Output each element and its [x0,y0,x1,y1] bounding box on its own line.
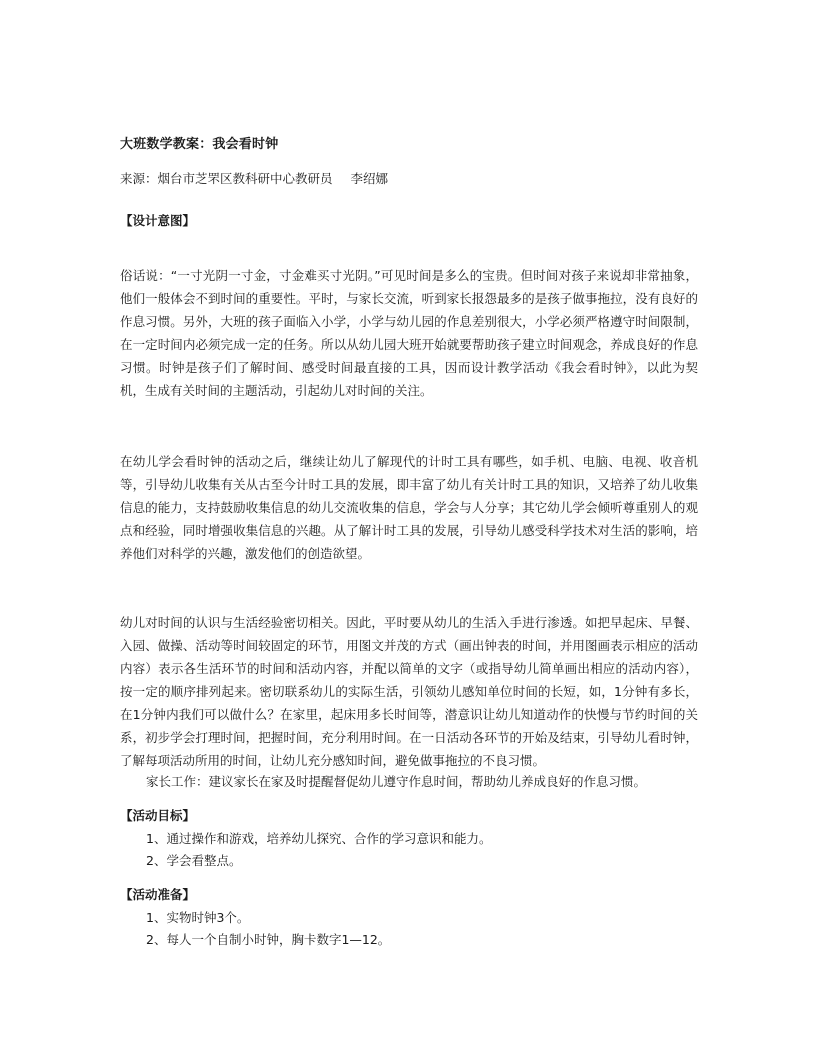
goal-item-1: 1、通过操作和游戏，培养幼儿探究、合作的学习意识和能力。 [146,831,492,846]
prep-item-1: 1、实物时钟3个。 [146,910,250,925]
heading-activity-prep: 【活动准备】 [120,887,196,902]
source-author: 李绍娜 [350,171,389,186]
paragraph-design-3: 幼儿对时间的认识与生活经验密切相关。因此，平时要从幼儿的生活入手进行渗透。如把早起床、早餐、入园、做操、活动等时间较固定的环节，用图文并茂的方式（画出钟表的时间，并用图画表示相应的活动内容）表示各生活环节的时间和活动内容，并配以简单的文字（或指导幼儿简单画出相应的活动内容），按一定的顺序排列起来。密切联系幼儿的实际生活，引领幼儿感知单位时间的长短，如，1分钟有多长，在1分钟内我们可以做什么？在家里，起床用多长时间等，潜意识让幼儿知道动作的快慢与节约时间的关系，初步学会打理时间，把握时间，充分利用时间。在一日活动各环节的开始及结束，引导幼儿看时钟，了解每项活动所用的时间，让幼儿充分感知时间，避免做事拖拉的不良习惯。 [120,615,698,768]
parent-work-line: 家长工作：建议家长在家及时提醒督促幼儿遵守作息时间，帮助幼儿养成良好的作息习惯。 [146,774,647,789]
prep-item-2: 2、每人一个自制小时钟，胸卡数字1—12。 [146,932,391,947]
source-label: 来源：烟台市芝罘区教科研中心教研员 [120,171,333,186]
paragraph-design-1: 俗话说：“一寸光阴一寸金，寸金难买寸光阴。”可见时间是多么的宝贵。但时间对孩子来说却非常抽象，他们一般体会不到时间的重要性。平时，与家长交流，听到家长报怨最多的是孩子做事拖拉，没有良好的作息习惯。另外，大班的孩子面临入小学，小学与幼儿园的作息差别很大，小学必须严格遵守时间限制，在一定时间内必须完成一定的任务。所以从幼儿园大班开始就要帮助孩子建立时间观念，养成良好的作息习惯。时钟是孩子们了解时间、感受时间最直接的工具，因而设计教学活动《我会看时钟》，以此为契机，生成有关时间的主题活动，引起幼儿对时间的关注。 [120,268,698,398]
goal-item-2: 2、学会看整点。 [146,853,242,868]
source-line [120,169,388,187]
heading-activity-goals: 【活动目标】 [120,808,196,823]
paragraph-design-2: 在幼儿学会看时钟的活动之后，继续让幼儿了解现代的计时工具有哪些，如手机、电脑、电视、收音机等，引导幼儿收集有关从古至今计时工具的发展，即丰富了幼儿有关计时工具的知识，又培养了幼儿收集信息的能力，支持鼓励收集信息的幼儿交流收集的信息，学会与人分享；其它幼儿学会倾听尊重别人的观点和经验，同时增强收集信息的兴趣。从了解计时工具的发展，引导幼儿感受科学技术对生活的影响，培养他们对科学的兴趣，激发他们的创造欲望。 [120,454,698,561]
heading-design-intent: 【设计意图】 [120,213,196,228]
document-title: 大班数学教案：我会看时钟 [120,137,279,152]
